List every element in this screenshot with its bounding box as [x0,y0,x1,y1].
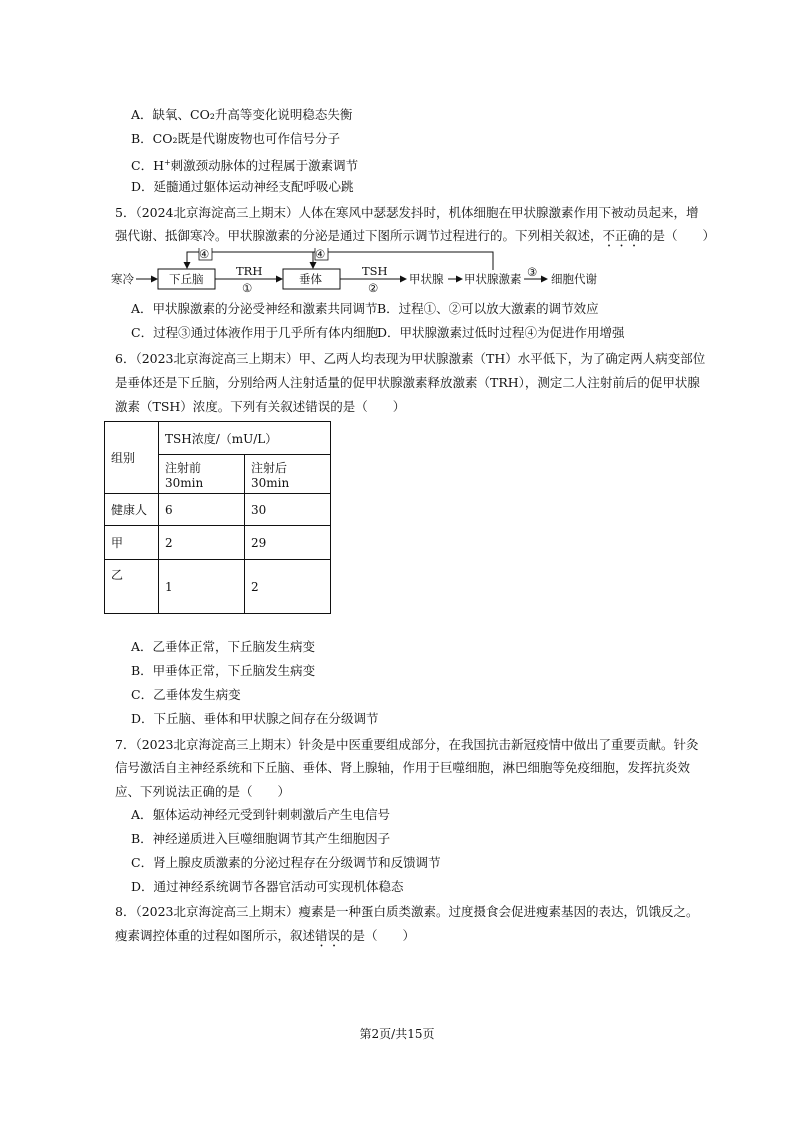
diagram-step3: ③ [527,265,538,279]
diagram-step2: ② [368,281,379,295]
th-before: 注射前30min [159,455,245,494]
q8-stem-line2: 瘦素调控体重的过程如图所示，叙述错误的是（ ） [115,928,416,943]
diagram-trh: TRH [236,264,263,278]
q5-option-a: A．甲状腺激素的分泌受神经和激素共同调节 [131,301,378,316]
q4-option-d: D．延髓通过躯体运动神经支配呼吸心跳 [131,179,354,194]
table-row: 健康人 6 30 [105,494,331,526]
q5-option-c: C．过程③通过体液作用于几乎所有体内细胞 [131,325,379,340]
q6-stem-line3: 激素（TSH）浓度。下列有关叙述错误的是（ ） [115,399,406,414]
diagram-step4a: ④ [199,248,210,261]
q6-option-d: D．下丘脑、垂体和甲状腺之间存在分级调节 [131,711,379,726]
q4-option-a: A．缺氧、CO₂升高等变化说明稳态失衡 [131,107,353,122]
q7-option-b: B．神经递质进入巨噬细胞调节其产生细胞因子 [131,831,391,846]
th-conc: TSH浓度/（mU/L） [159,422,331,455]
diagram-cold: 寒冷 [111,272,134,286]
diagram-th: 甲状腺激素 [464,272,522,286]
th-after: 注射后30min [245,455,331,494]
q7-option-a: A．躯体运动神经元受到针刺刺激后产生电信号 [131,807,391,822]
q6-option-b: B．甲垂体正常，下丘脑发生病变 [131,663,316,678]
q5-regulation-diagram [0,248,794,298]
q7-stem-line2: 信号激活自主神经系统和下丘脑、垂体、肾上腺轴，作用于巨噬细胞，淋巴细胞等免疫细胞，发挥抗炎效 [115,760,691,775]
diagram-step1: ① [242,281,253,295]
q6-option-c: C．乙垂体发生病变 [131,687,241,702]
table-row: 乙 1 2 [105,560,331,614]
diagram-pituitary: 垂体 [299,272,322,286]
q8-stem-line1: 8．（2023北京海淀高三上期末）瘦素是一种蛋白质类激素。过度摄食会促进瘦素基因的表达，饥饿反之。 [115,904,699,919]
page-footer: 第2页/共15页 [359,1027,435,1041]
q7-option-c: C．肾上腺皮质激素的分泌过程存在分级调节和反馈调节 [131,855,441,870]
diagram-step4b: ④ [315,248,326,261]
q5-stem-line1: 5．（2024北京海淀高三上期末）人体在寒风中瑟瑟发抖时，机体细胞在甲状腺激素作用下被动员起来，增 [115,205,699,220]
diagram-tsh: TSH [362,264,388,278]
th-group: 组别 [105,422,159,494]
q6-table [104,421,331,614]
q7-stem-line3: 应、下列说法正确的是（ ） [115,784,291,799]
q4-option-b: B．CO₂既是代谢废物也可作信号分子 [131,131,341,146]
q5-option-b: B．过程①、②可以放大激素的调节效应 [377,301,599,316]
q6-stem-line1: 6．（2023北京海淀高三上期末）甲、乙两人均表现为甲状腺激素（TH）水平低下，为了确定两人病变部位 [115,351,706,366]
q5-stem-line2: 强代谢、抵御寒冷。甲状腺激素的分泌是通过下图所示调节过程进行的。下列相关叙述，不正确的是（ ） [115,228,716,243]
q7-option-d: D．通过神经系统调节各器官活动可实现机体稳态 [131,879,404,894]
table-row: 甲 2 29 [105,526,331,560]
q6-stem-line2: 是垂体还是下丘脑，分别给两人注射适量的促甲状腺激素释放激素（TRH），测定二人注射前后的促甲状腺 [115,375,700,390]
diagram-thyroid: 甲状腺 [409,272,444,286]
q6-option-a: A．乙垂体正常，下丘脑发生病变 [131,639,316,654]
diagram-metabolism: 细胞代谢 [551,272,597,286]
q4-option-c: C．H+刺激颈动脉体的过程属于激素调节 [131,158,359,174]
q5-option-d: D．甲状腺激素过低时过程④为促进作用增强 [377,325,625,340]
diagram-hypothalamus: 下丘脑 [169,272,204,286]
q7-stem-line1: 7．（2023北京海淀高三上期末）针灸是中医重要组成部分，在我国抗击新冠疫情中做出了重要贡献。针灸 [115,737,699,752]
